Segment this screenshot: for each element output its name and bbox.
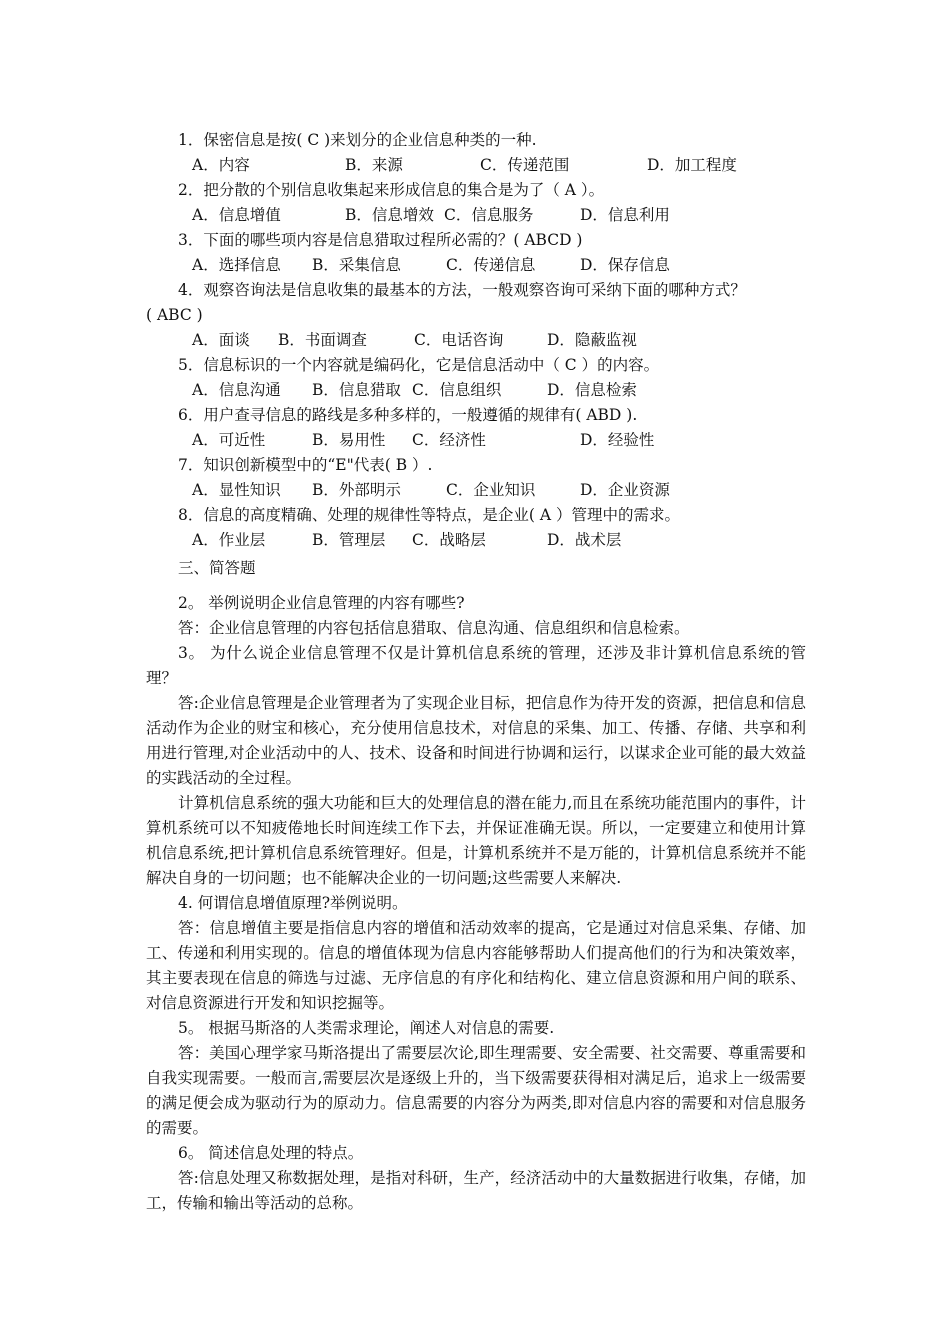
option-d: D．保存信息 xyxy=(580,256,670,274)
option-d: D．战术层 xyxy=(547,531,622,549)
option-a: A．可近性 xyxy=(192,431,266,449)
option-b: B．易用性 xyxy=(312,431,386,449)
option-b: B．信息增效 xyxy=(345,206,434,224)
option-c: C．经济性 xyxy=(412,431,486,449)
option-b: B．管理层 xyxy=(312,531,386,549)
section-title: 三、简答题 xyxy=(178,559,256,577)
qa-question-6: 6。 简述信息处理的特点。 xyxy=(178,1144,364,1162)
mc-question-4-answer: ( ABC ) xyxy=(146,306,203,324)
option-a: A．信息增值 xyxy=(192,206,281,224)
option-b: B．外部明示 xyxy=(312,481,401,499)
qa-answer-4: 答：信息增值主要是指信息内容的增值和活动效率的提高，它是通过对信息采集、存储、加工、传递和利用实现的。信息的增值体现为信息内容能够帮助人们提高他们的行为和决策效率，其主要表现在信息的筛选与过滤、无序信息的有序化和结构化、建立信息资源和用户间的联系、对信息资源进行开发和知识挖掘等。 xyxy=(146,919,806,1012)
option-b: B．信息猎取 xyxy=(312,381,401,399)
option-b: B．采集信息 xyxy=(312,256,401,274)
option-b: B．书面调查 xyxy=(278,331,367,349)
option-d: D．隐蔽监视 xyxy=(547,331,637,349)
option-c: C．企业知识 xyxy=(446,481,536,499)
option-b: B．来源 xyxy=(345,156,403,174)
mc-question-4: 4．观察咨询法是信息收集的最基本的方法，一般观察咨询可采纳下面的哪种方式？ xyxy=(178,281,746,299)
mc-question-2: 2．把分散的个别信息收集起来形成信息的集合是为了（ A ）。 xyxy=(178,181,605,199)
qa-question-2: 2。 举例说明企业信息管理的内容有哪些? xyxy=(178,594,465,612)
option-a: A．选择信息 xyxy=(192,256,281,274)
option-d: D．企业资源 xyxy=(580,481,670,499)
option-a: A．信息沟通 xyxy=(192,381,281,399)
option-c: C．传递范围 xyxy=(480,156,570,174)
qa-answer-2: 答：企业信息管理的内容包括信息猎取、信息沟通、信息组织和信息检索。 xyxy=(178,619,690,637)
option-d: D．信息检索 xyxy=(547,381,637,399)
qa-answer-3-para-2: 计算机信息系统的强大功能和巨大的处理信息的潜在能力,而且在系统功能范围内的事件，计算机系统可以不知疲倦地长时间连续工作下去，并保证准确无误。所以，一定要建立和使用计算机信息系统,把计算机信息系统管理好。但是，计算机系统并不是万能的，计算机信息系统并不能解决自身的一切问题；也不能解决企业的一切问题;这些需要人来解决. xyxy=(146,794,806,887)
option-a: A．作业层 xyxy=(192,531,266,549)
option-c: C．战略层 xyxy=(412,531,486,549)
qa-question-4: 4. 何谓信息增值原理?举例说明。 xyxy=(178,894,408,912)
option-d: D．经验性 xyxy=(580,431,655,449)
mc-question-3: 3．下面的哪些项内容是信息猎取过程所必需的？( ABCD ) xyxy=(178,231,583,249)
mc-question-8: 8．信息的高度精确、处理的规律性等特点，是企业( A ）管理中的需求。 xyxy=(178,506,680,524)
option-a: A．显性知识 xyxy=(192,481,281,499)
mc-question-7: 7．知识创新模型中的“E"代表( B ）. xyxy=(178,456,433,474)
mc-question-6: 6．用户查寻信息的路线是多种多样的，一般遵循的规律有( ABD ). xyxy=(178,406,638,424)
option-c: C．电话咨询 xyxy=(414,331,504,349)
option-c: C．传递信息 xyxy=(446,256,536,274)
qa-answer-3-para-1: 答:企业信息管理是企业管理者为了实现企业目标，把信息作为待开发的资源，把信息和信息活动作为企业的财宝和核心，充分使用信息技术，对信息的采集、加工、传播、存储、共享和利用进行管理,对企业活动中的人、技术、设备和时间进行协调和运行，以谋求企业可能的最大效益的实践活动的全过程。 xyxy=(146,694,806,787)
qa-answer-6: 答:信息处理又称数据处理，是指对科研，生产，经济活动中的大量数据进行收集，存储，加工，传输和输出等活动的总称。 xyxy=(146,1169,806,1212)
mc-question-1: 1．保密信息是按( C )来划分的企业信息种类的一种. xyxy=(178,131,537,149)
qa-question-3: 3。 为什么说企业信息管理不仅是计算机信息系统的管理，还涉及非计算机信息系统的管理？ xyxy=(146,644,806,687)
option-a: A．内容 xyxy=(192,156,250,174)
option-d: D．信息利用 xyxy=(580,206,670,224)
option-a: A．面谈 xyxy=(192,331,250,349)
option-d: D．加工程度 xyxy=(647,156,737,174)
mc-question-5: 5．信息标识的一个内容就是编码化，它是信息活动中（ C ）的内容。 xyxy=(178,356,660,374)
option-c: C．信息服务 xyxy=(444,206,534,224)
qa-answer-5: 答：美国心理学家马斯洛提出了需要层次论,即生理需要、安全需要、社交需要、尊重需要和自我实现需要。一般而言,需要层次是逐级上升的，当下级需要获得相对满足后，追求上一级需要的满足便会成为驱动行为的原动力。信息需要的内容分为两类,即对信息内容的需要和对信息服务的需要。 xyxy=(146,1044,806,1137)
option-c: C．信息组织 xyxy=(412,381,502,399)
qa-question-5: 5。 根据马斯洛的人类需求理论，阐述人对信息的需要. xyxy=(178,1019,555,1037)
